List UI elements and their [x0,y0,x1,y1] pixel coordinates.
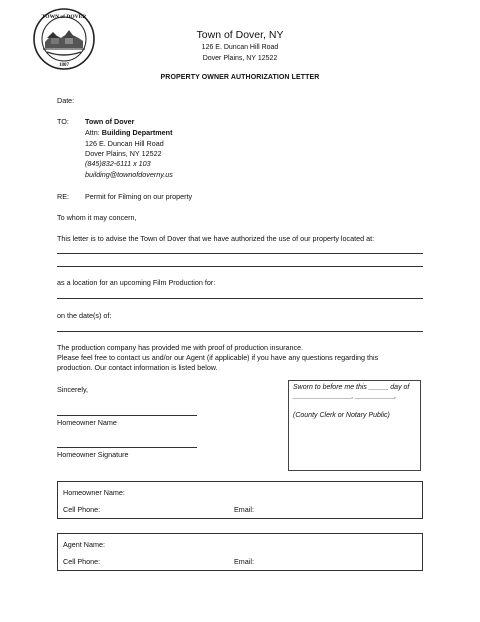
to-label: TO: [57,117,69,126]
notary-line2: _______________, __________, [293,393,397,401]
document-title: PROPERTY OWNER AUTHORIZATION LETTER [160,74,320,81]
paragraph-insurance-line1: The production company has provided me with proof of production insurance. [57,343,304,352]
town-address-line2: Dover Plains, NY 12522 [202,55,278,62]
to-phone: (845)832-6111 x 103 [85,159,151,168]
salutation: To whom it may concern, [57,213,137,222]
agent-box-email-label: Email: [234,557,254,566]
notary-box [288,380,421,471]
homeowner-signature-line [57,447,197,448]
to-attn-dept: Building Department [101,128,173,137]
paragraph-insurance-line2: Please feel free to contact us and/or our Agent (if applicable) if you have any questions regarding this [57,353,379,362]
closing: Sincerely, [57,385,89,394]
homeowner-signature-label: Homeowner Signature [57,450,129,459]
svg-text:TOWN of DOVER: TOWN of DOVER [41,14,87,20]
to-attn-prefix: Attn: [85,128,102,137]
homeowner-box-phone-label: Cell Phone: [63,505,101,514]
date-label: Date: [57,96,75,105]
paragraph-production: as a location for an upcoming Film Production for: [57,278,216,287]
agent-box-name-label: Agent Name: [63,540,105,549]
property-address-line-1 [57,253,423,254]
to-address-line2: Dover Plains, NY 12522 [85,149,162,158]
town-address-line1: 126 E. Duncan Hill Road [201,44,279,51]
paragraph-property: This letter is to advise the Town of Dover that we have authorized the use of our property located at: [57,234,375,243]
homeowner-name-label: Homeowner Name [57,418,117,427]
to-address-line1: 126 E. Duncan Hill Road [85,139,164,148]
re-text: Permit for Filming on our property [85,192,193,201]
homeowner-contact-box [57,481,423,519]
to-attn [85,128,172,138]
dates-line [57,331,423,332]
agent-box-phone-label: Cell Phone: [63,557,101,566]
paragraph-insurance-line3: production. Our contact information is listed below. [57,363,218,372]
svg-text:1807: 1807 [59,63,69,68]
to-name: Town of Dover [85,117,135,126]
production-line [57,298,423,299]
homeowner-name-line [57,415,197,416]
homeowner-box-email-label: Email: [234,505,254,514]
re-label: RE: [57,192,69,201]
notary-line3: (County Clerk or Notary Public) [293,411,390,419]
homeowner-box-name-label: Homeowner Name: [63,488,125,497]
paragraph-dates: on the date(s) of: [57,311,112,320]
to-email: building@townofdoverny.us [85,170,173,179]
agent-contact-box [57,533,423,571]
property-address-line-2 [57,266,423,267]
town-title: Town of Dover, NY [196,29,284,41]
notary-line1: Sworn to before me this _____ day of [293,384,410,391]
